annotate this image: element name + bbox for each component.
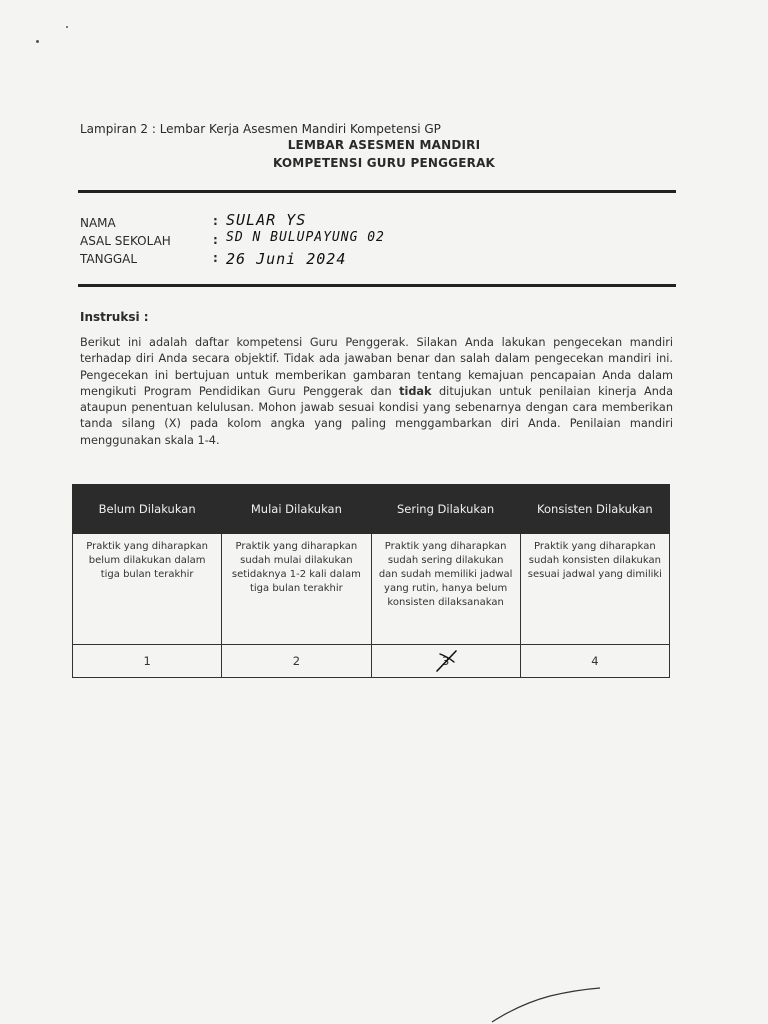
header-divider: [78, 190, 676, 193]
tanggal-label: TANGGAL: [80, 252, 138, 266]
scale-number-4: 4: [591, 654, 599, 668]
marked-option: [442, 654, 449, 668]
scale-description-3: Praktik yang diharapkan sudah sering dilakukan dan sudah memiliki jadwal yang rutin, hanya belum konsisten dilaksanakan: [371, 534, 520, 645]
scale-option-2[interactable]: [222, 645, 371, 678]
lampiran-label: Lampiran 2 : Lembar Kerja Asesmen Mandiri Kompetensi GP: [80, 122, 441, 136]
tanggal-value[interactable]: 26 Juni 2024: [226, 250, 347, 268]
scale-header-3: Sering Dilakukan: [371, 485, 520, 534]
scale-number-row: [73, 645, 670, 678]
nama-label: NAMA: [80, 216, 116, 230]
cross-mark-icon: [434, 648, 460, 674]
sheet-title-line2: KOMPETENSI GURU PENGGERAK: [272, 156, 496, 170]
instructions-bold-word: tidak: [399, 384, 432, 398]
scale-description-row: [73, 534, 670, 645]
instructions-heading: Instruksi :: [80, 310, 149, 324]
asal-sekolah-label: ASAL SEKOLAH: [80, 234, 171, 248]
scale-option-3[interactable]: [371, 645, 520, 678]
rating-scale-table: [72, 484, 670, 678]
scale-number-3: 3: [441, 654, 450, 668]
scale-option-4[interactable]: [520, 645, 669, 678]
scale-header-4: Konsisten Dilakukan: [520, 485, 669, 534]
instructions-text-part1: Berikut ini adalah daftar kompetensi Guru Penggerak. Silakan Anda lakukan pengecekan mandiri terhadap diri Anda secara objektif. Tidak ada jawaban benar dan salah dalam pengecekan mandiri ini. Pengecekan ini bertujuan untuk memberikan gambaran tentang kemajuan pencapaian Anda dalam mengikuti Program Pendidikan Guru Penggerak dan: [80, 336, 673, 398]
scale-number-1: 1: [143, 654, 151, 668]
scale-header-2: Mulai Dilakukan: [222, 485, 371, 534]
asal-sekolah-value[interactable]: SD N BULUPAYUNG 02: [226, 230, 385, 245]
tanggal-colon: :: [213, 251, 218, 265]
scale-header-row: [73, 485, 670, 534]
scale-description-4: Praktik yang diharapkan sudah konsisten dilakukan sesuai jadwal yang dimiliki: [520, 534, 669, 645]
instructions-text-part2: ditujukan untuk penilaian kinerja Anda ataupun penentuan kelulusan. Mohon jawab sesuai kondisi yang sebenarnya dengan cara memberikan tanda silang (X) pada kolom angka yang paling menggambarkan diri Anda. Penilaian mandiri menggunakan skala 1-4.: [80, 384, 673, 447]
scale-description-1: Praktik yang diharapkan belum dilakukan dalam tiga bulan terakhir: [73, 534, 222, 645]
scale-option-1[interactable]: [73, 645, 222, 678]
paper-speck: [36, 40, 39, 43]
nama-value[interactable]: SULAR YS: [226, 211, 307, 229]
identity-divider: [78, 284, 676, 287]
paper-speck: [66, 26, 68, 28]
scale-number-2: 2: [292, 654, 301, 668]
nama-colon: :: [213, 214, 218, 228]
sheet-title-line1: LEMBAR ASESMEN MANDIRI: [287, 138, 481, 152]
asal-sekolah-colon: :: [213, 233, 218, 247]
scale-description-2: Praktik yang diharapkan sudah mulai dilakukan setidaknya 1-2 kali dalam tiga bulan terakhir: [222, 534, 371, 645]
instructions-text: [80, 335, 673, 449]
scale-header-1: Belum Dilakukan: [73, 485, 222, 534]
pen-scribble-icon: [490, 986, 610, 1024]
